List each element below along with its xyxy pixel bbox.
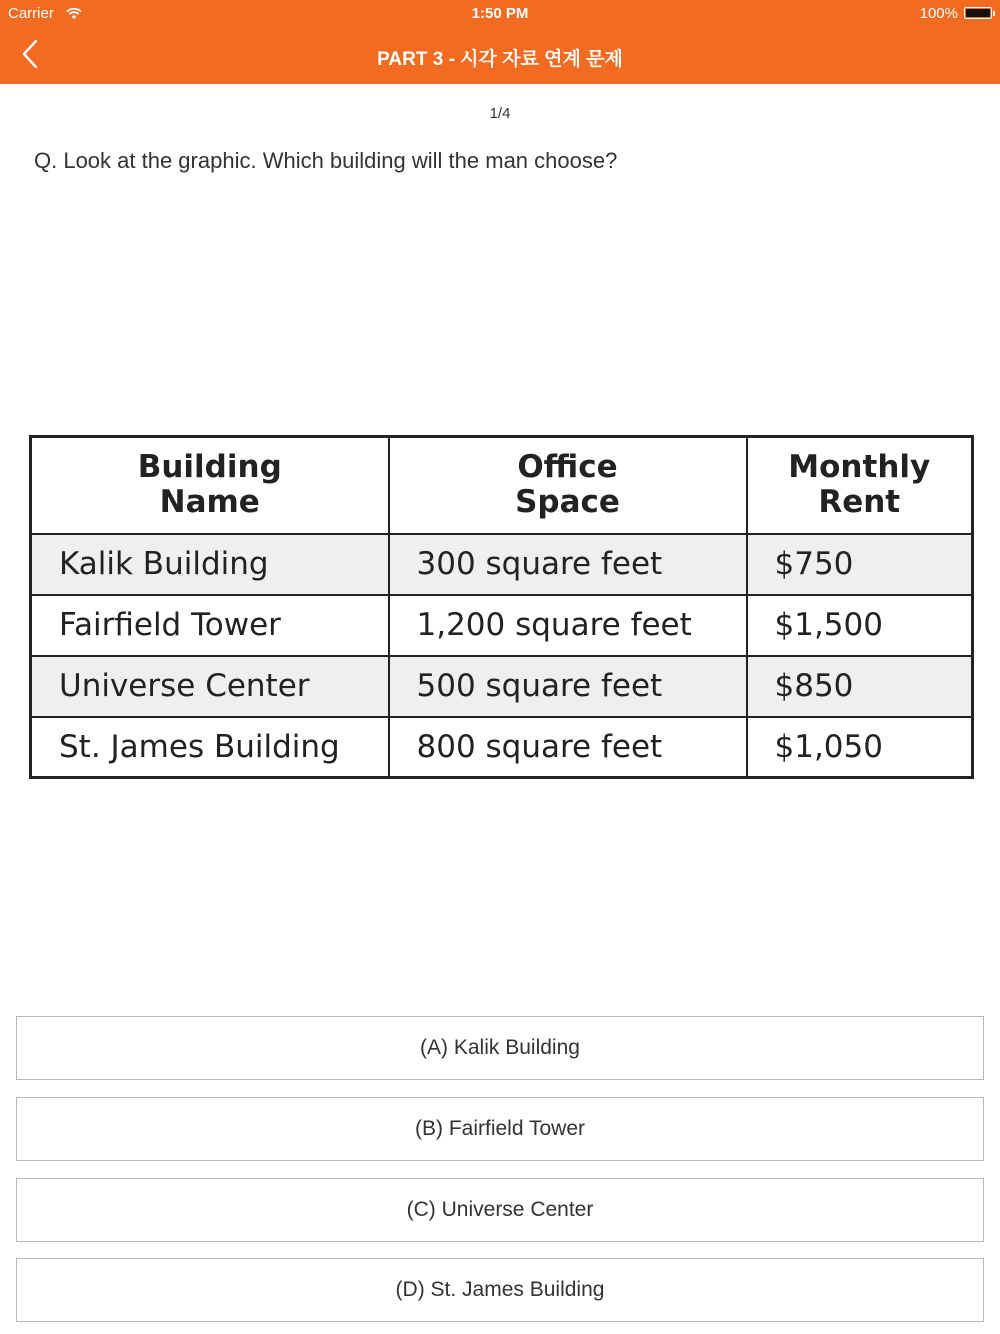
cell-building: Kalik Building: [31, 534, 389, 595]
cell-rent: $1,500: [747, 595, 973, 656]
header-monthly-rent: Monthly Rent: [747, 437, 973, 534]
top-bar: [0, 0, 1000, 84]
question-text: Q. Look at the graphic. Which building will the man choose?: [34, 148, 618, 173]
table-header-row: [31, 437, 973, 534]
cell-space: 1,200 square feet: [389, 595, 747, 656]
cell-rent: $850: [747, 656, 973, 717]
question-counter: 1/4: [489, 105, 511, 122]
page-title: PART 3 - 시각 자료 연계 문제: [377, 49, 623, 70]
carrier-label: Carrier: [8, 5, 54, 22]
cell-space: 300 square feet: [389, 534, 747, 595]
answer-option-d[interactable]: (D) St. James Building: [16, 1258, 984, 1322]
battery-percent: 100%: [919, 5, 958, 22]
status-bar: [0, 0, 1000, 28]
answer-option-c[interactable]: (C) Universe Center: [16, 1178, 984, 1242]
battery-icon: [964, 7, 992, 19]
table-row: [31, 595, 973, 656]
cell-building: Fairfield Tower: [31, 595, 389, 656]
table-row: [31, 717, 973, 778]
clock: 1:50 PM: [471, 5, 529, 22]
cell-rent: $750: [747, 534, 973, 595]
cell-space: 500 square feet: [389, 656, 747, 717]
table-row: [31, 656, 973, 717]
building-table-image: [29, 435, 974, 779]
cell-building: Universe Center: [31, 656, 389, 717]
cell-space: 800 square feet: [389, 717, 747, 778]
answer-option-b[interactable]: (B) Fairfield Tower: [16, 1097, 984, 1161]
cell-rent: $1,050: [747, 717, 973, 778]
table-row: [31, 534, 973, 595]
answer-option-a[interactable]: (A) Kalik Building: [16, 1016, 984, 1080]
header-building-name: Building Name: [31, 437, 389, 534]
building-table: [29, 435, 974, 779]
cell-building: St. James Building: [31, 717, 389, 778]
header-office-space: Office Space: [389, 437, 747, 534]
